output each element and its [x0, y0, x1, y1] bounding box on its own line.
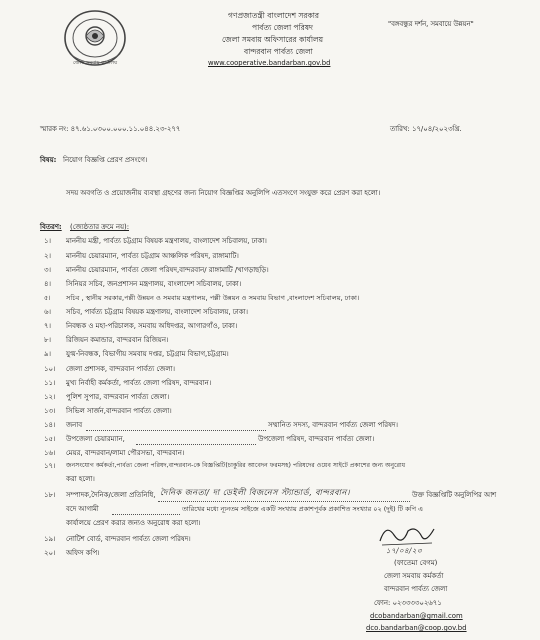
email-link[interactable]: dco.bandarban@coop.gov.bd: [366, 624, 467, 632]
list-item-num: ২।: [44, 252, 51, 260]
email-link[interactable]: dcobandarban@gmail.com: [370, 612, 463, 620]
list-item-num: ১৯।: [44, 535, 56, 543]
list-item: উপজেলা পরিষদ, বান্দরবান পার্বত্য জেলা।: [258, 435, 375, 443]
list-item: অফিস কপি।: [66, 549, 100, 557]
blank-line: [112, 514, 180, 515]
signatory-phone: ফোন: ০২৩৩৩৩০২৬৭১: [374, 599, 442, 607]
list-item-num: ১৮।: [44, 491, 56, 499]
header-council: পার্বত্য জেলা পরিষদ: [252, 23, 313, 32]
list-item: সচিব , স্থানীয় সরকার,পল্লী উন্নয়ন ও সমবায় মন্ত্রণালয়, পল্লী উন্নয়ন ও সমবায় বিভাগ ,বাংলাদেশ সচিবালয়, ঢাকা।: [66, 294, 360, 302]
list-item-cont: বদে আগামী: [66, 505, 99, 513]
website-link[interactable]: www.cooperative.bandarban.gov.bd: [208, 59, 331, 67]
header-district: বান্দরবান পার্বত্য জেলা: [244, 47, 313, 56]
distribution-note: (জ্যেষ্ঠতার ক্রমে নয়):: [70, 223, 130, 231]
list-item: পুলিশ সুপার, বান্দরবান পার্বত্য জেলা।: [66, 393, 170, 401]
list-item: সিভিল সার্জন,বান্দরবান পার্বত্য জেলা।: [66, 407, 172, 415]
distribution-label: বিতরণ:: [40, 223, 62, 231]
list-item-num: ৭।: [44, 322, 51, 330]
list-item-num: ১০।: [44, 365, 56, 373]
list-item-num: ১।: [44, 237, 51, 245]
list-item-cont: কার্যালয়ে প্রেরণ করার জন্যও অনুরোধ করা হলো।: [66, 519, 201, 527]
list-item: উক্ত বিজ্ঞপ্তিটি অনুলিপির আশ: [412, 491, 497, 499]
signatory-title: জেলা সমবায় কর্মকর্তা: [384, 572, 444, 580]
list-item: মাননীয় মন্ত্রী, পার্বত্য চট্টগ্রাম বিষয়ক মন্ত্রণালয়, বাংলাদেশ সচিবালয়, ঢাকা।: [66, 237, 267, 245]
list-item-num: ১৭।: [44, 462, 56, 470]
list-item: সিনিয়র সচিব, জনপ্রশাসন মন্ত্রণালয়, বাংলাদেশ সচিবালয়, ঢাকা।: [66, 280, 242, 288]
blank-line: [136, 444, 256, 445]
list-item-num: ৯।: [44, 350, 51, 358]
list-item-cont: করা হলো।: [66, 475, 95, 483]
memo-number: স্মারক নং: ৪৭.৬১.০৩০০.০০০.১১.০৪৪.২৩-২৭৭: [40, 125, 181, 133]
subject-text: নিয়োগ বিজ্ঞপ্তি প্রেরণ প্রসংগে।: [63, 156, 148, 164]
list-item: জনসংযোগ কর্মকর্তা,পার্বত্য জেলা পরিষদ,বান্দরবান-কে বিজ্ঞপ্তিটি(চাকুরির আবেদন ফরমসহ) পরিষদের ওয়েব সাইটে প্রকাশের জন্য অনুরোধ: [66, 462, 406, 469]
intro-text: সদয় অবগতি ও প্রয়োজনীয় ব্যবস্থা গ্রহণের জন্য নিয়োগ বিজ্ঞপ্তির অনুলিপি এতসংগে সংযুক্ত করে প্রেরণ করা হলো।: [66, 189, 381, 197]
list-item-label: জনাব: [66, 421, 83, 429]
list-item: সচিব, পার্বত্য চট্টগ্রাম বিষয়ক মন্ত্রণালয়, বাংলাদেশ সচিবালয়, ঢাকা।: [66, 308, 249, 316]
blank-line: [158, 501, 410, 502]
list-item-num: ৪।: [44, 280, 51, 288]
list-item: নোটিশ বোর্ড, বান্দরবান পার্বত্য জেলা পরিষদ।: [66, 535, 191, 543]
header-govt: গণপ্রজাতন্ত্রী বাংলাদেশ সরকার: [228, 11, 320, 20]
signatory-name: (ফাতেমা বেগম): [394, 559, 438, 567]
memo-date: তারিখ: ১৭/০৪/২০২৩খ্রি.: [390, 125, 462, 133]
list-item-num: ১৩।: [44, 407, 56, 415]
header-office: জেলা সমবায় অফিসারের কার্যালয়: [222, 35, 323, 44]
list-item: সম্মানিত সদস্য, বান্দরবান পার্বত্য জেলা পরিষদ।: [268, 421, 398, 429]
list-item-num: ৮।: [44, 336, 51, 344]
signature-mark: [372, 519, 442, 549]
list-item-label: সম্পাদক,দৈনিক/জেলা প্রতিনিধি,: [66, 491, 156, 499]
list-item: জেলা প্রশাসক, বান্দরবান পার্বত্য জেলা।: [66, 365, 175, 373]
list-item-num: ২০।: [44, 549, 56, 557]
list-item-num: ৫।: [44, 294, 51, 302]
slogan: "বঙ্গবন্ধুর দর্শন, সমবায়ে উন্নয়ন": [388, 20, 474, 28]
blank-line: [86, 430, 266, 431]
list-item: মাননীয় চেয়ারম্যান, পার্বত্য চট্টগ্রাম আঞ্চলিক পরিষদ, রাঙ্গামাটি।: [66, 252, 239, 260]
signatory-district: বান্দরবান পার্বত্য জেলা: [384, 585, 448, 593]
list-item-num: ১৫।: [44, 435, 56, 443]
list-item: মুখ্য নির্বাহী কর্মকর্তা, পার্বত্য জেলা পরিষদ, বান্দরবান।: [66, 379, 212, 387]
list-item-num: ৬।: [44, 308, 51, 316]
list-item-cont: তারিখের মধ্যে ন্যূনতম সাইজে একটি সংখ্যায় প্রকাশপূর্বক প্রকাশিত সংখ্যার ০২ (দুই) টি কপি এ: [182, 505, 423, 513]
subject-label: বিষয়:: [40, 156, 57, 164]
list-item-num: ১৬।: [44, 449, 56, 457]
list-item: মেয়র, বান্দরবান/লামা পৌরসভা, বান্দরবান।: [66, 449, 185, 457]
list-item: মাননীয় চেয়ারম্যান, পার্বত্য জেলা পরিষদ,বান্দরবান/ রাঙ্গামাটি /খাগড়াছড়ি।: [66, 266, 269, 274]
office-seal-logo: [58, 6, 132, 76]
list-item-num: ১৪।: [44, 421, 56, 429]
list-item: নিবন্ধক ও মহা-পরিচালক, সমবায় অধিদপ্তর, আগারগাঁও, ঢাকা।: [66, 322, 238, 330]
list-item-label: উপজেলা চেয়ারম্যান,: [66, 435, 125, 443]
list-item-num: ১২।: [44, 393, 56, 401]
seal-text: জেলা সমবায় কার্যালয়: [72, 60, 118, 66]
signature-date: ১৭/০৪/২৩: [386, 547, 423, 555]
list-item: রিজিয়ন কমান্ডার, বান্দরবান রিজিয়ন।: [66, 336, 169, 344]
list-item: যুগ্ম-নিবন্ধক, বিভাগীয় সমবায় দপ্তর, চট্টগ্রাম বিভাগ,চট্টগ্রাম।: [66, 350, 229, 358]
handwritten-newspaper: দৈনিক জনতা/ দা ডেইলী বিজনেস স্ট্যান্ডার্ড, বান্দরবান।: [160, 488, 351, 497]
list-item-num: ৩।: [44, 266, 51, 274]
list-item-num: ১১।: [44, 379, 56, 387]
